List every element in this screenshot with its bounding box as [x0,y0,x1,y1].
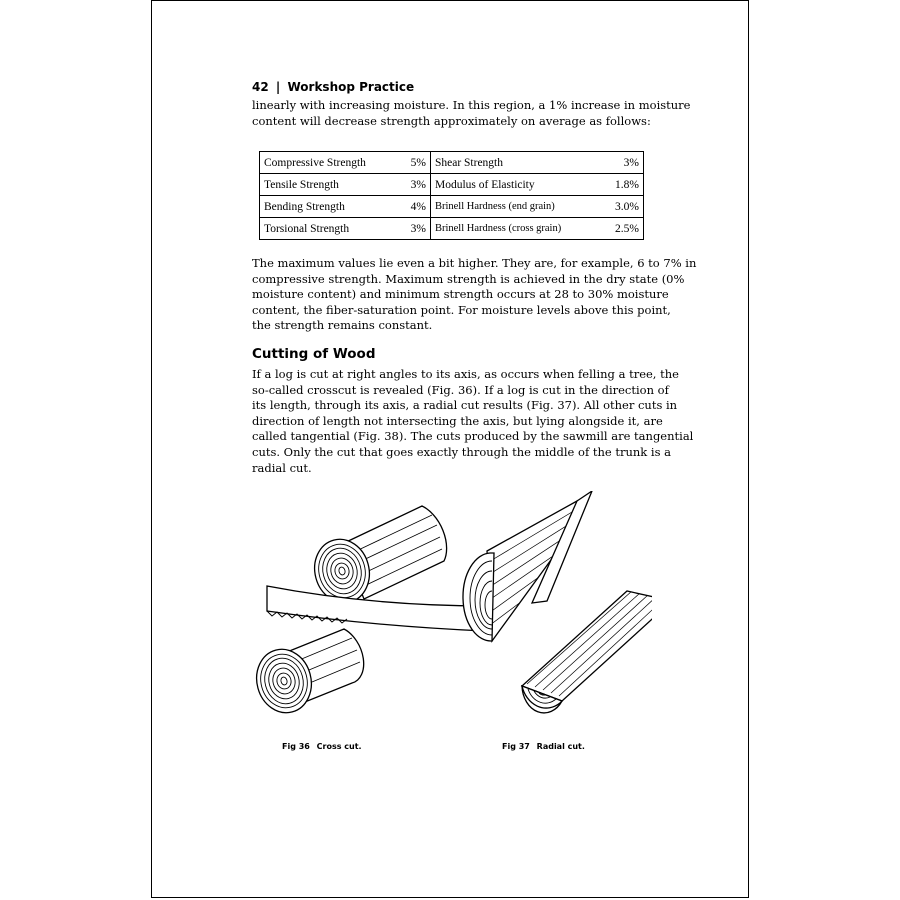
figure-label: Fig 37 [502,742,530,751]
text-line: its length, through its axis, a radial cut results (Fig. 37). All other cuts in [252,398,678,413]
text-line: cuts. Only the cut that goes exactly through the middle of the trunk is a [252,444,671,459]
table-cell-label: Bending Strength [260,196,401,218]
page-header [252,80,414,94]
table-cell-value: 1.8% [602,174,643,196]
table-cell-label: Torsional Strength [260,218,401,240]
table-cell-label: Brinell Hardness (end grain) [430,196,602,218]
radial-top-half-log [463,491,592,641]
figure-caption-text: Cross cut. [316,742,362,751]
book-page [151,0,749,898]
figure-caption-text: Radial cut. [536,742,585,751]
text-line: content, the fiber-saturation point. For moisture levels above this point, [252,302,671,317]
header-separator: | [275,80,281,94]
table-cell-value: 3% [400,218,430,240]
cutting-paragraph [252,367,694,476]
figure-37-caption [502,742,585,751]
wood-cut-illustration [232,491,652,741]
table-row [260,196,644,218]
table-row [260,152,644,174]
maximum-values-paragraph [252,256,697,334]
table-cell-label: Compressive Strength [260,152,401,174]
table-row [260,174,644,196]
table-cell-label: Brinell Hardness (cross grain) [430,218,602,240]
page-number: 42 [252,80,269,94]
text-line: so-called crosscut is revealed (Fig. 36). If a log is cut in the direction of [252,382,669,397]
table-cell-value: 3% [400,174,430,196]
figure-label: Fig 36 [282,742,310,751]
table-cell-value: 3.0% [602,196,643,218]
text-line: If a log is cut at right angles to its axis, as occurs when felling a tree, the [252,367,679,381]
text-line: moisture content) and minimum strength occurs at 28 to 30% moisture [252,287,669,302]
table-cell-label: Shear Strength [430,152,602,174]
intro-paragraph [252,98,691,129]
figure-36-caption [282,742,362,751]
running-title: Workshop Practice [287,80,415,94]
moisture-strength-table [259,151,644,240]
text-line: called tangential (Fig. 38). The cuts produced by the sawmill are tangential [252,429,694,444]
table-row [260,218,644,240]
text-line: The maximum values lie even a bit higher. They are, for example, 6 to 7% in [252,256,697,270]
text-line: linearly with increasing moisture. In this region, a 1% increase in moisture [252,98,691,112]
text-line: the strength remains constant. [252,318,433,333]
crosscut-top-log [308,506,447,609]
text-line: compressive strength. Maximum strength is achieved in the dry state (0% [252,271,685,286]
crosscut-bottom-log [250,629,364,719]
table-cell-value: 2.5% [602,218,643,240]
section-heading: Cutting of Wood [252,346,376,362]
table-cell-value: 4% [400,196,430,218]
text-line: direction of length not intersecting the axis, but lying alongside it, are [252,413,663,428]
radial-bottom-half-log [522,591,652,713]
table-cell-label: Modulus of Elasticity [430,174,602,196]
table-cell-value: 3% [602,152,643,174]
table-cell-label: Tensile Strength [260,174,401,196]
text-line: radial cut. [252,460,312,475]
table-cell-value: 5% [400,152,430,174]
text-line: content will decrease strength approximately on average as follows: [252,113,651,128]
